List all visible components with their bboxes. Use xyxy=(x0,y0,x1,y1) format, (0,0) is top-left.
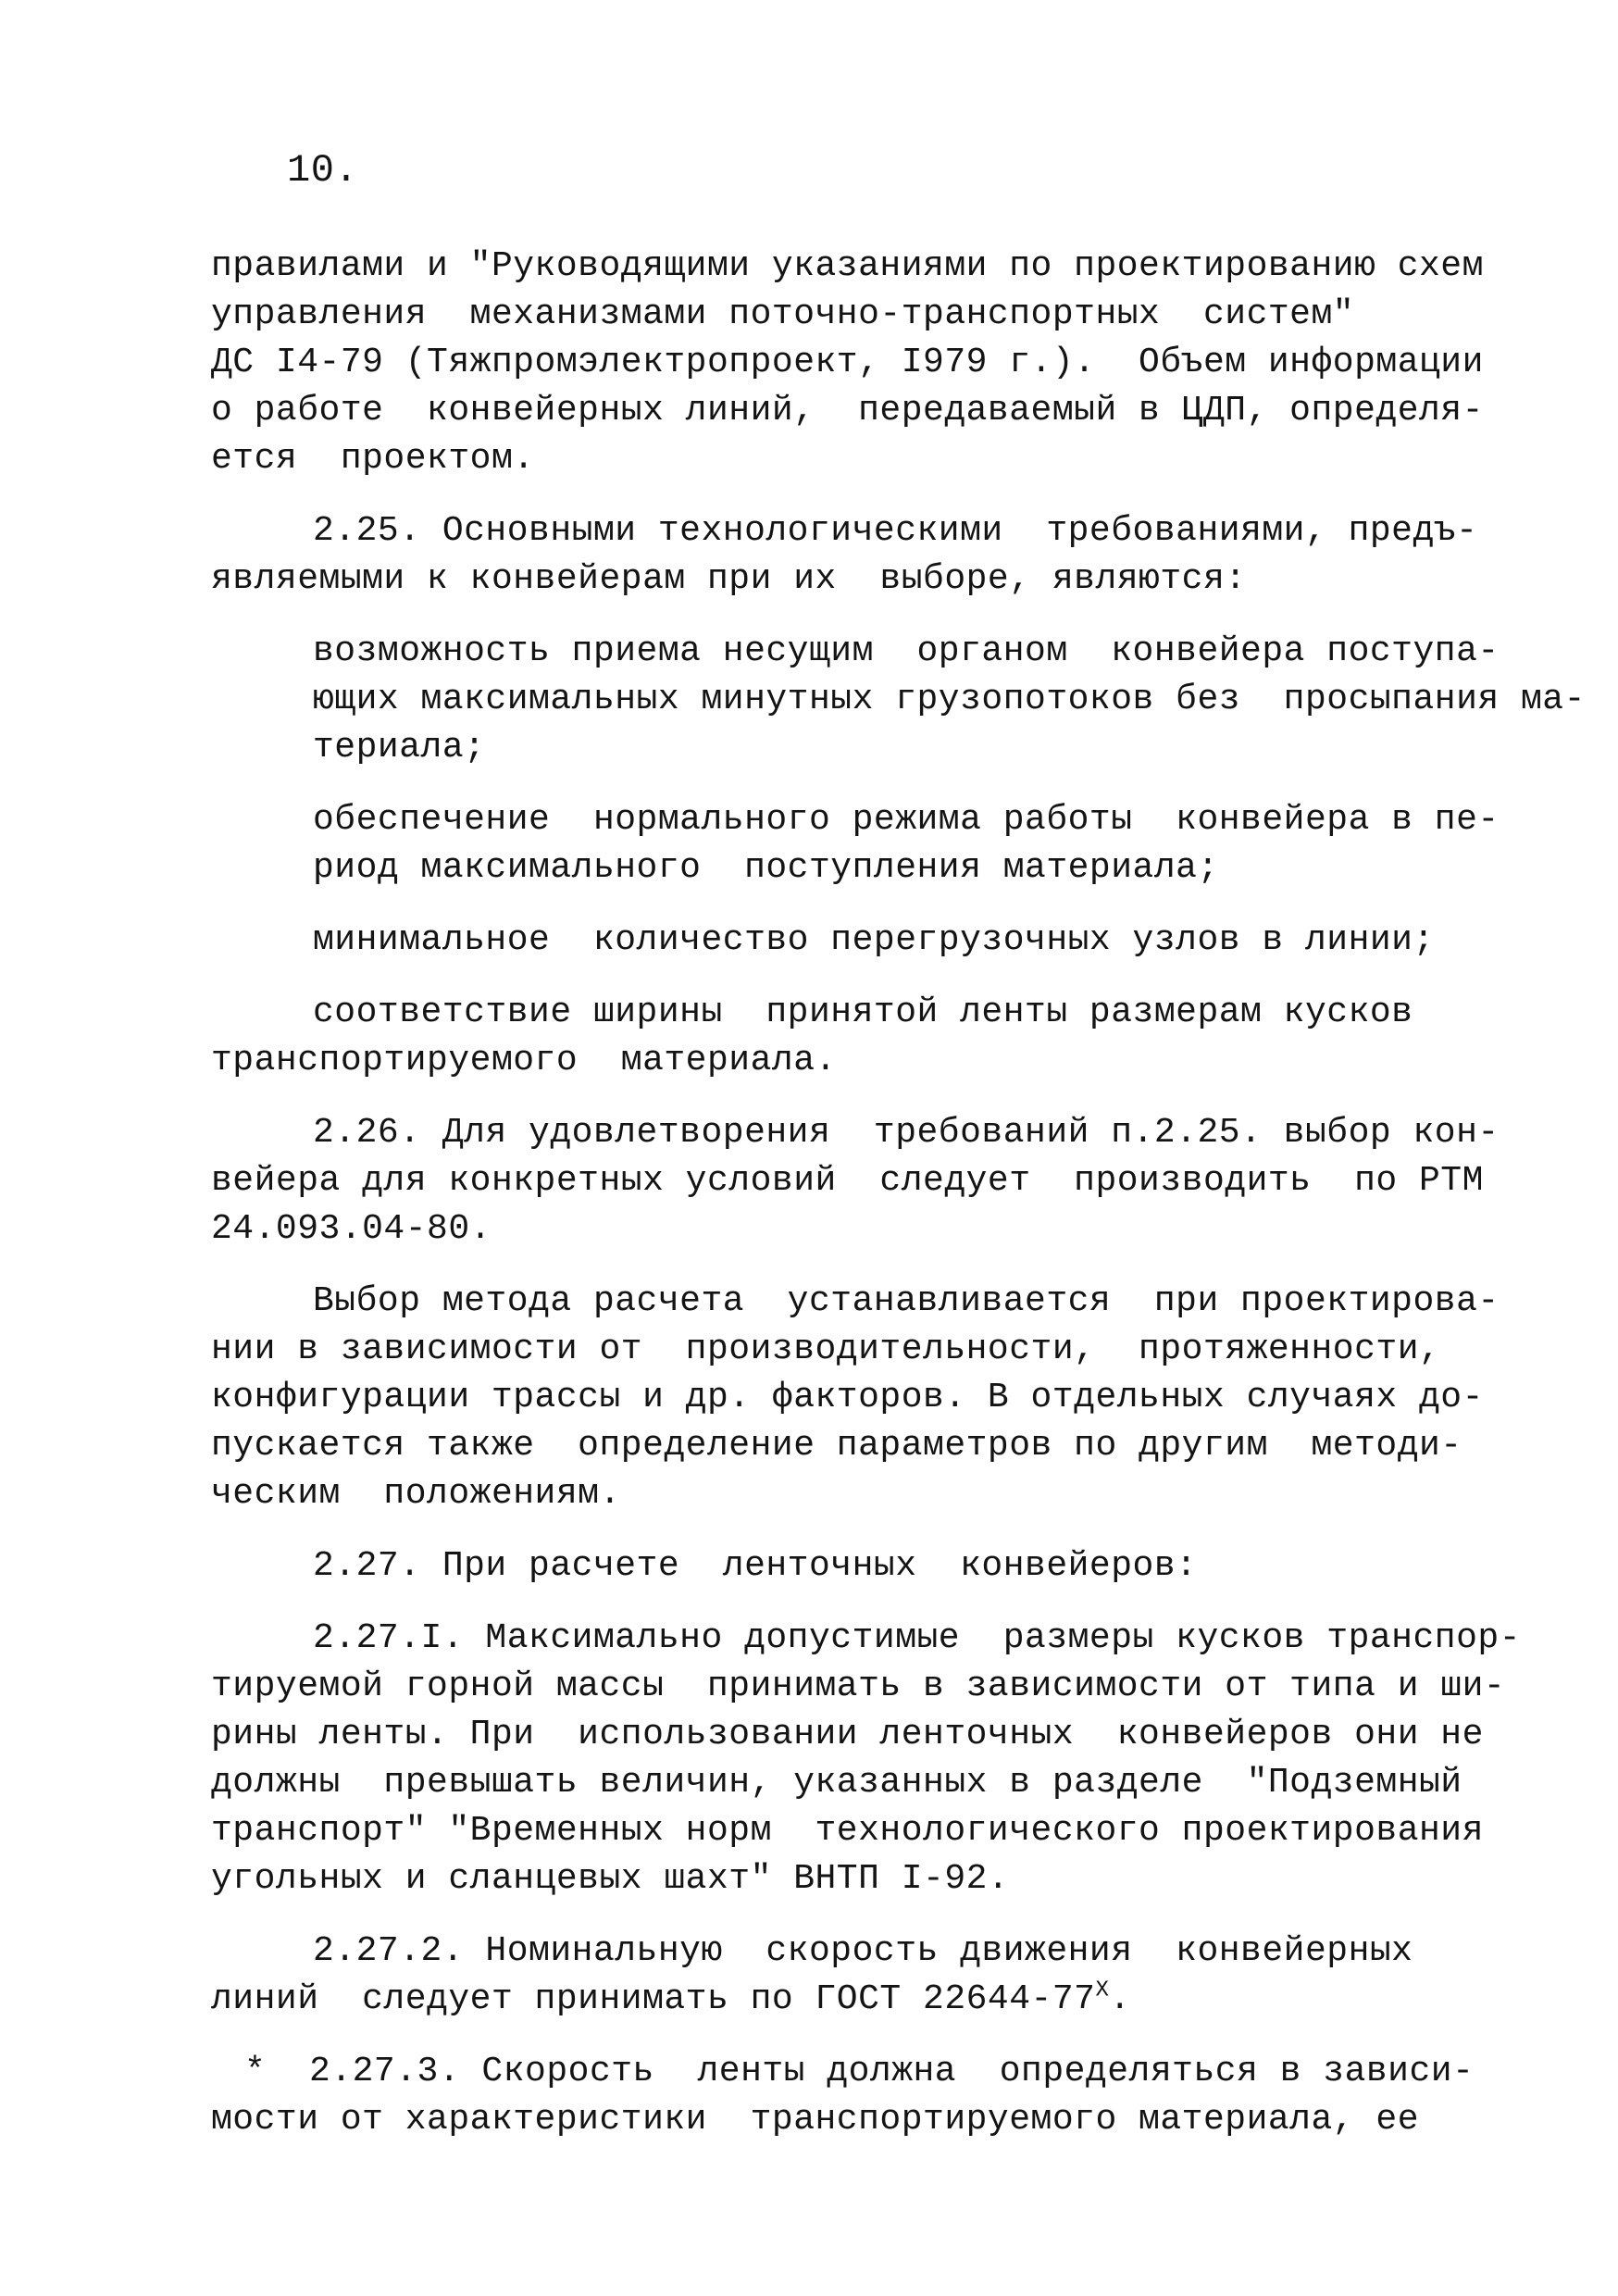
requirement-item xyxy=(211,796,1500,892)
text-line: 24.093.04-80. xyxy=(211,1209,492,1249)
text-line: о работе конвейерных линий, передаваемый в ЦДП, определя- xyxy=(211,391,1484,430)
text-line: ческим положениям. xyxy=(211,1474,621,1514)
paragraph-continuation xyxy=(211,243,1484,483)
text-line xyxy=(211,2048,1475,2096)
body-text xyxy=(211,243,1586,2144)
text-line: транспорт" "Временных норм технологического проектирования xyxy=(211,1811,1484,1851)
text-line: 2.27.I. Максимально допустимые размеры кусков транспор- xyxy=(313,1618,1522,1658)
page-number: 10. xyxy=(287,148,359,193)
text-line: териала; xyxy=(313,728,486,767)
line-tail: . xyxy=(1109,1979,1131,2019)
asterisk-mark: * xyxy=(244,2052,267,2091)
text-line: обеспечение нормального режима работы конвейера в пе- xyxy=(313,800,1500,840)
requirement-item xyxy=(211,917,1451,965)
text-line: 2.27.2. Номинальную скорость движения конвейерных xyxy=(313,1931,1413,1971)
paragraph-2-27-2 xyxy=(211,1928,1451,2024)
text-line: правилами и "Руководящими указаниями по проектированию схем xyxy=(211,246,1484,286)
text-line: 2.26. Для удовлетворения требований п.2.25. выбор кон- xyxy=(313,1113,1500,1153)
text-line: являемыми к конвейерам при их выборе, являются: xyxy=(211,559,1247,599)
paragraph-2-27-1 xyxy=(211,1615,1522,1903)
text-line: Выбор метода расчета устанавливается при проектирова- xyxy=(313,1281,1500,1321)
text-line: 2.25. Основными технологическими требованиями, предъ- xyxy=(313,511,1478,551)
requirement-item xyxy=(211,989,1451,1085)
paragraph-2-25 xyxy=(211,507,1478,604)
text-line: риод максимального поступления материала; xyxy=(313,848,1219,888)
text-line: рины ленты. При использовании ленточных конвейеров они не xyxy=(211,1715,1484,1754)
text-line: нии в зависимости от производительности, протяженности, xyxy=(211,1329,1441,1369)
text-line: мости от характеристики транспортируемого материала, ее xyxy=(211,2100,1420,2140)
text-line: вейера для конкретных условий следует производить по РТМ xyxy=(211,1161,1484,1201)
text-line: транспортируемого материала. xyxy=(211,1041,837,1080)
text-line: пускается также определение параметров по другим методи- xyxy=(211,1426,1462,1466)
text-line: конфигурации трассы и др. факторов. В отдельных случаях до- xyxy=(211,1378,1484,1417)
text-line: должны превышать величин, указанных в разделе "Подземный xyxy=(211,1763,1462,1803)
paragraph-calculation-method xyxy=(211,1278,1500,1518)
text-line: тируемой горной массы принимать в зависимости от типа и ши- xyxy=(211,1666,1506,1706)
text-line: ДС I4-79 (Тяжпромэлектропроект, I979 г.). Объем информации xyxy=(211,343,1484,382)
text-line: возможность приема несущим органом конвейера поступа- xyxy=(313,631,1500,671)
text-line: управления механизмами поточно-транспортных систем" xyxy=(211,294,1355,334)
text-line: 2.27. При расчете ленточных конвейеров: xyxy=(313,1546,1198,1586)
paragraph-2-26 xyxy=(211,1109,1500,1254)
text-line-content: 2.27.3. Скорость ленты должна определяться в зависи- xyxy=(309,2052,1475,2091)
text-line xyxy=(211,1976,1451,2024)
text-line: ется проектом. xyxy=(211,439,535,479)
text-line: угольных и сланцевых шахт" ВНТП I-92. xyxy=(211,1859,1010,1899)
text-line: соответствие ширины принятой ленты размерам кусков xyxy=(313,992,1413,1032)
paragraph-2-27-3 xyxy=(211,2048,1475,2144)
paragraph-2-27 xyxy=(211,1542,1451,1591)
text-line: ющих максимальных минутных грузопотоков без просыпания ма- xyxy=(313,680,1586,719)
text-line: минимальное количество перегрузочных узлов в линии; xyxy=(313,920,1435,960)
requirement-item xyxy=(211,628,1586,772)
superscript-mark: Х xyxy=(1095,1978,1110,2003)
text-line-content: линий следует принимать по ГОСТ 22644-77 xyxy=(211,1979,1096,2019)
